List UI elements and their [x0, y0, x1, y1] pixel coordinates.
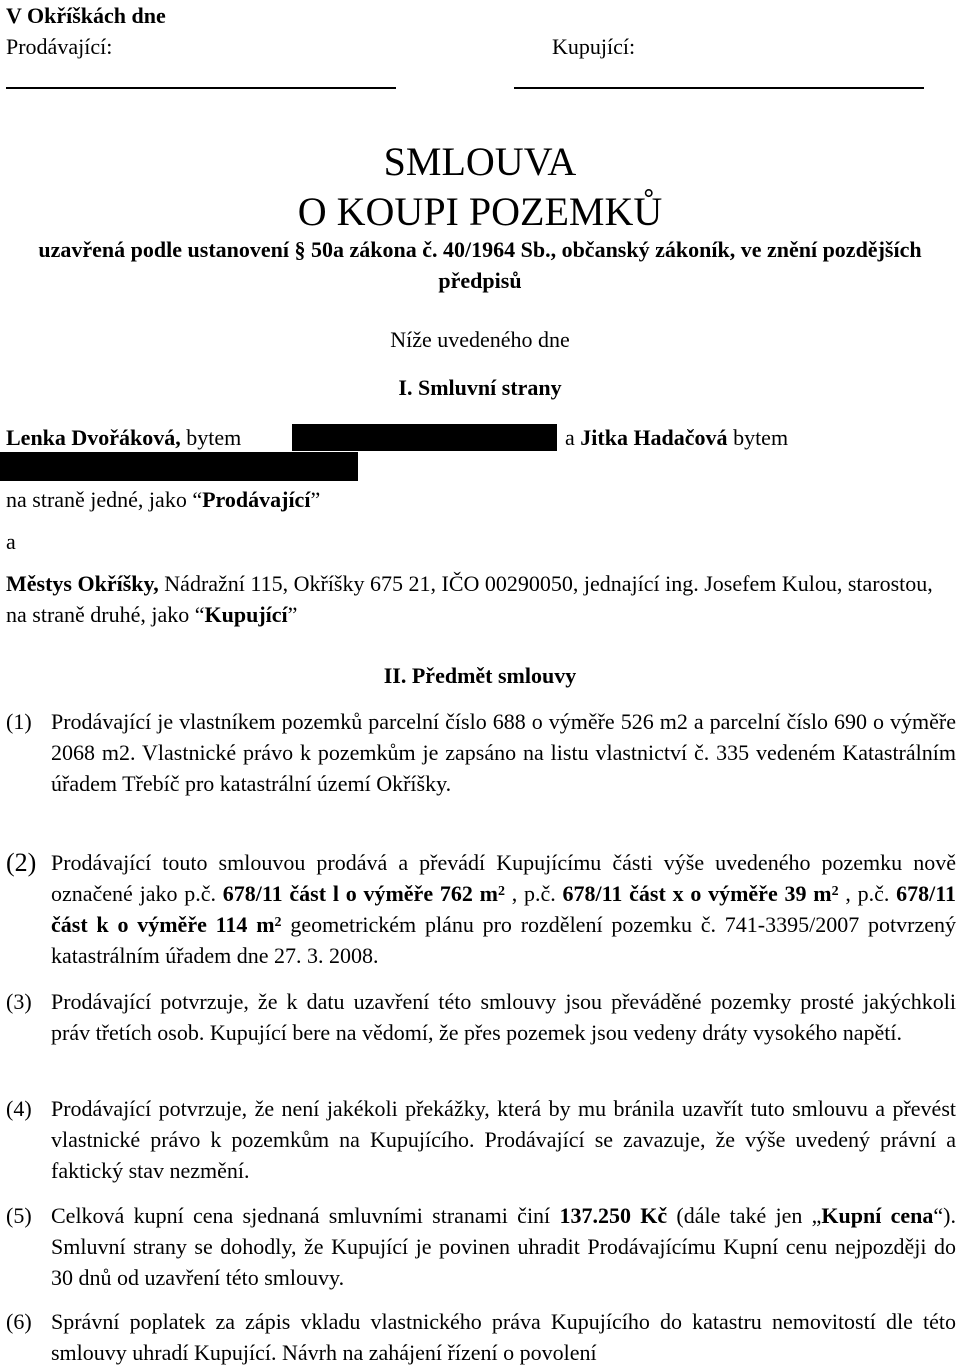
p2-sup-2: 2 [831, 884, 839, 899]
p2-a: Prodávající touto smlouvou prodává a převádí Kupujícímu části výše uvedeného pozemku nově označené jako p.č. [51, 850, 956, 906]
paragraph-3-number: (3) [6, 989, 32, 1014]
buyer-role: Kupující [204, 602, 288, 627]
paragraph-5-number: (5) [6, 1203, 32, 1228]
document-subtitle: uzavřená podle ustanovení § 50a zákona č. 40/1964 Sb., občanský zákoník, ve znění pozdějších předpisů [38, 237, 922, 293]
seller2-line [565, 422, 788, 453]
buyer-signature-label: Kupující: [552, 34, 636, 59]
date-line: Níže uvedeného dne [390, 327, 570, 352]
document-title-line1: SMLOUVA [383, 139, 577, 184]
p2-g: geometrickém plánu pro rozdělení pozemku č. 741-3395/2007 potvrzený katastrálním úřadem dne 27. 3. 2008. [51, 912, 957, 968]
conjunction: a [565, 425, 581, 450]
paragraph-1-text: Prodávající je vlastníkem pozemků parcelní číslo 688 o výměře 526 m2 a parcelní číslo 690 o výměře 2068 m2. Vlastnické právo k pozemkům je zapsáno na listu vlastnictví č. 335 vedeném Katastrálním úřadem Třebíč pro katastrální území Okříšky. [51, 709, 956, 796]
and-separator: a [6, 529, 16, 554]
seller-signature-label: Prodávající: [6, 34, 113, 59]
seller-role-prefix: na straně jedné, jako “ [6, 487, 203, 512]
p5-c: “). Smluvní strany se dohodly, že Kupující je povinen uhradit Prodávajícímu Kupní cenu nejpozději do 30 dnů od uzavření této smlouvy. [51, 1203, 956, 1290]
paragraph-3-text: Prodávající potvrzuje, že k datu uzavření této smlouvy jsou převáděné pozemky prosté jakýchkoli práv třetích osob. Kupující bere na vědomí, že přes pozemek jsou vedeny dráty vysokého napětí. [51, 989, 956, 1045]
paragraph-6-number: (6) [6, 1309, 32, 1334]
seller-role-line [6, 484, 320, 515]
document-title-line2: O KOUPI POZEMKŮ [297, 189, 663, 234]
p2-parcel-l: 678/11 část l o výměře 762 m [222, 881, 498, 906]
p2-sup-1: 2 [497, 884, 505, 899]
paragraph-4-text: Prodávající potvrzuje, že není jakékoli překážky, která by mu bránila uzavřít tuto smlouvu a převést vlastnické právo k pozemkům na Kupujícího. Prodávající se zavazuje, že výše uvedený právní a faktický stav nezmění. [51, 1096, 956, 1183]
redacted-address-1 [292, 424, 557, 451]
paragraph-4-number: (4) [6, 1096, 32, 1121]
purchase-price: 137.250 Kč [559, 1203, 668, 1228]
paragraph-1-number: (1) [6, 709, 32, 734]
buyer-role-suffix: ” [287, 602, 298, 627]
p5-b: (dále také jen „ [667, 1203, 822, 1228]
seller-role: Prodávající [202, 487, 311, 512]
section1-heading: I. Smluvní strany [398, 375, 562, 400]
place-date: V Okříškách dne [6, 3, 166, 28]
p2-parcel-k: 678/11 část k o výměře 114 m [51, 881, 957, 937]
section2-heading: II. Předmět smlouvy [383, 663, 577, 688]
paragraph-2-number: (2) [6, 848, 37, 877]
seller1-line [6, 422, 241, 453]
buyer-paragraph [6, 568, 956, 630]
paragraph-2-text [51, 847, 956, 971]
p2-e: , p.č. [838, 881, 897, 906]
seller-signature-line [6, 87, 396, 89]
purchase-price-term: Kupní cena [821, 1203, 934, 1228]
buyer-signature-line [514, 87, 924, 89]
p2-c: , p.č. [504, 881, 563, 906]
p2-parcel-x: 678/11 část x o výměře 39 m [562, 881, 832, 906]
buyer-rest: Nádražní 115, Okříšky 675 21, IČO 00290050, jednající ing. Josefem Kulou, starostou, na straně druhé, jako “ [6, 571, 933, 627]
seller2-rest: bytem [727, 425, 789, 450]
buyer-name: Městys Okříšky, [6, 571, 159, 596]
seller1-rest: bytem [180, 425, 242, 450]
p2-sup-3: 2 [274, 915, 282, 930]
paragraph-6-text: Správní poplatek za zápis vkladu vlastnického práva Kupujícího do katastru nemovitostí dle této smlouvy uhradí Kupující. Návrh na zahájení řízení o povolení [51, 1309, 956, 1365]
redacted-address-2 [0, 452, 358, 481]
seller2-name: Jitka Hadačová [580, 425, 728, 450]
seller1-name: Lenka Dvořáková, [6, 425, 181, 450]
seller-role-suffix: ” [310, 487, 321, 512]
p5-a: Celková kupní cena sjednaná smluvními stranami činí [51, 1203, 560, 1228]
paragraph-5-text [51, 1200, 956, 1293]
